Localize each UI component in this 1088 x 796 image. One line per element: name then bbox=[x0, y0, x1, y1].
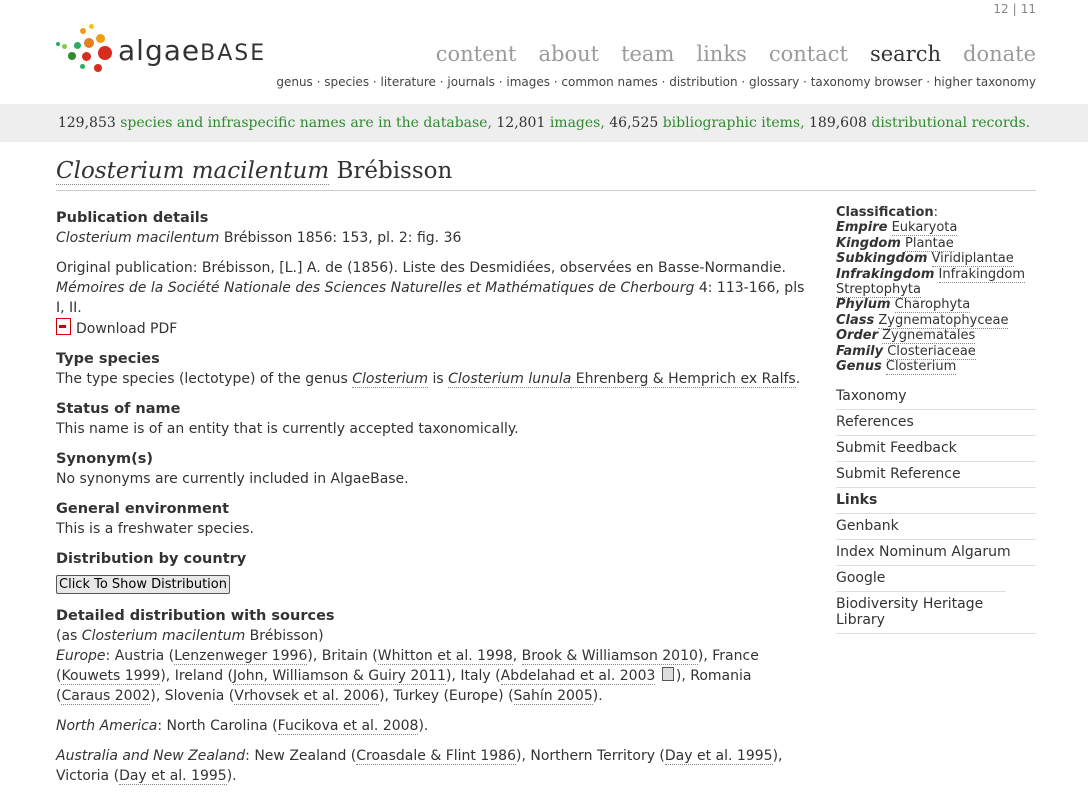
type-species-link[interactable]: Closterium lunula bbox=[448, 371, 572, 387]
europe-t2: ), Britain ( bbox=[307, 648, 378, 664]
detailed-distribution-heading: Detailed distribution with sources bbox=[56, 608, 335, 624]
rank-link-infrakingdom[interactable]: Infrakingdom Streptophyta bbox=[836, 266, 1025, 298]
stat-distrib-label[interactable]: distributional records. bbox=[866, 115, 1031, 131]
sidebar-link-submit-reference[interactable]: Submit Reference bbox=[836, 461, 1036, 487]
europe-t8: ), Ireland ( bbox=[160, 668, 234, 684]
europe-t15: ), Slovenia ( bbox=[150, 688, 235, 704]
nav-content[interactable]: content bbox=[435, 42, 517, 66]
distribution-heading: Distribution by country bbox=[56, 551, 247, 567]
original-publication bbox=[56, 258, 808, 339]
nav-donate[interactable]: donate bbox=[963, 42, 1036, 66]
ref-whitton[interactable]: Whitton et al. 1998 bbox=[377, 648, 513, 664]
version-sep: | bbox=[1012, 2, 1017, 16]
rank-label: Class bbox=[836, 312, 875, 328]
synonyms-section bbox=[56, 449, 808, 489]
synonyms-heading: Synonym(s) bbox=[56, 451, 153, 467]
environment-heading: General environment bbox=[56, 501, 230, 517]
publication-citation bbox=[56, 228, 808, 248]
stat-species-count: 129,853 bbox=[57, 115, 116, 131]
environment-text: This is a freshwater species. bbox=[56, 521, 254, 537]
europe-t19: ). bbox=[592, 688, 603, 704]
download-pdf-label: Download PDF bbox=[76, 321, 178, 337]
type-species-heading: Type species bbox=[56, 351, 160, 367]
rank-link-order[interactable]: Zygnematales bbox=[882, 328, 976, 344]
nav-links[interactable]: links bbox=[696, 42, 747, 66]
ref-caraus[interactable]: Caraus 2002 bbox=[61, 688, 151, 704]
region-australia-nz: Australia and New Zealand bbox=[56, 748, 246, 764]
note-icon[interactable] bbox=[662, 667, 674, 681]
europe-t12 bbox=[655, 668, 659, 684]
algaebase-logo[interactable] bbox=[56, 24, 266, 76]
show-distribution-button[interactable]: Click To Show Distribution bbox=[56, 575, 230, 594]
region-north-america: North America bbox=[56, 718, 158, 734]
classification-row bbox=[836, 328, 1036, 343]
sidebar-link-taxonomy[interactable]: Taxonomy bbox=[836, 388, 907, 405]
synonyms-text: No synonyms are currently included in AlgaeBase. bbox=[56, 471, 409, 487]
ref-john[interactable]: John, Williamson & Guiry 2011 bbox=[233, 668, 446, 684]
type-genus-link[interactable]: Closterium bbox=[352, 371, 429, 387]
type-species-is: is bbox=[428, 371, 449, 387]
rank-label: Subkingdom bbox=[836, 251, 928, 267]
ref-day-2[interactable]: Day et al. 1995 bbox=[119, 768, 227, 784]
title-species-name[interactable]: Closterium macilentum bbox=[56, 158, 330, 184]
rank-label: Genus bbox=[836, 359, 882, 375]
publication-section bbox=[56, 208, 808, 248]
nav-about[interactable]: about bbox=[538, 42, 600, 66]
title-author: Brébisson bbox=[329, 158, 453, 184]
type-species-authors[interactable]: Ehrenberg & Hemprich ex Ralfs bbox=[571, 371, 796, 387]
europe-t17: ), Turkey (Europe) ( bbox=[379, 688, 514, 704]
sidebar-link-submit-feedback[interactable]: Submit Feedback bbox=[836, 435, 1036, 461]
stat-biblio-label[interactable]: bibliographic items, bbox=[658, 115, 809, 131]
rank-link-subkingdom[interactable]: Viridiplantae bbox=[931, 251, 1014, 267]
rank-label: Phylum bbox=[836, 297, 891, 313]
classification-row bbox=[836, 220, 1036, 235]
rank-link-class[interactable]: Zygnematophyceae bbox=[878, 312, 1009, 328]
external-link-google[interactable]: Google bbox=[836, 565, 1036, 591]
sidebar-link-references[interactable]: References bbox=[836, 409, 1036, 435]
europe-distribution bbox=[56, 646, 808, 706]
page-title bbox=[56, 158, 1036, 191]
anz-t1: : New Zealand ( bbox=[245, 748, 357, 764]
north-america-distribution bbox=[56, 716, 808, 736]
sub-nav[interactable]: genus · species · literature · journals · images · common names · distribution · glossary · taxonomy browser · higher taxonomy bbox=[276, 75, 1036, 89]
ref-fucikova[interactable]: Fucikova et al. 2008 bbox=[277, 718, 419, 734]
classification-row bbox=[836, 236, 1036, 251]
rank-link-genus[interactable]: Closterium bbox=[885, 359, 957, 375]
ref-abdelahad[interactable]: Abdelahad et al. 2003 bbox=[500, 668, 656, 684]
environment-section bbox=[56, 499, 808, 539]
classification-colon: : bbox=[933, 205, 939, 220]
stat-species-label[interactable]: species and infraspecific names are in the database, bbox=[115, 115, 497, 131]
ref-sahin[interactable]: Sahín 2005 bbox=[513, 688, 593, 704]
classification-row bbox=[836, 251, 1036, 266]
type-species-text: The type species (lectotype) of the genus bbox=[56, 371, 353, 387]
anz-t2: ), Northern Territory ( bbox=[515, 748, 665, 764]
logo-dots-icon bbox=[56, 24, 116, 76]
classification-title: Classification bbox=[836, 205, 934, 220]
rank-link-family[interactable]: Closteriaceae bbox=[887, 343, 976, 359]
nav-search[interactable]: search bbox=[869, 42, 941, 66]
classification-box bbox=[836, 205, 1036, 374]
external-link-bhl[interactable]: Biodiversity Heritage Library bbox=[836, 591, 1006, 633]
distribution-section bbox=[56, 549, 808, 594]
version-right[interactable]: 11 bbox=[1020, 2, 1036, 16]
sidebar bbox=[836, 205, 1036, 635]
europe-t0: : Austria ( bbox=[105, 648, 175, 664]
region-europe: Europe bbox=[56, 648, 106, 664]
journal-pages: 4: 113-166, pls I, II. bbox=[56, 280, 805, 316]
ref-vrhovsek[interactable]: Vrhovsek et al. 2006 bbox=[234, 688, 380, 704]
stats-bar bbox=[0, 104, 1088, 142]
nav-contact[interactable]: contact bbox=[768, 42, 848, 66]
rank-label: Empire bbox=[836, 220, 888, 236]
rank-label: Family bbox=[836, 343, 884, 359]
classification-row bbox=[836, 297, 1036, 312]
rank-label: Kingdom bbox=[836, 235, 901, 251]
rank-label: Order bbox=[836, 328, 878, 344]
ref-kouwets[interactable]: Kouwets 1999 bbox=[61, 668, 161, 684]
anz-t3: ), Victoria ( bbox=[56, 748, 783, 784]
publication-species-name: Closterium macilentum bbox=[56, 230, 220, 246]
ref-lenzenweger[interactable]: Lenzenweger 1996 bbox=[174, 648, 308, 664]
ref-day-1[interactable]: Day et al. 1995 bbox=[664, 748, 773, 764]
classification-row bbox=[836, 267, 1036, 298]
links-heading: Links bbox=[836, 487, 1036, 513]
original-publication-text: Original publication: Brébisson, [L.] A. de (1856). Liste des Desmidiées, observées en Basse-Normandie. bbox=[56, 260, 786, 276]
stat-distrib-count: 189,608 bbox=[809, 115, 867, 131]
na-t1: : North Carolina ( bbox=[157, 718, 278, 734]
logo-text-base: BASE bbox=[200, 40, 267, 66]
journal-name: Mémoires de la Société Nationale des Sciences Naturelles et Mathématiques de Cherbourg bbox=[56, 280, 695, 296]
external-link-index-nominum[interactable]: Index Nominum Algarum bbox=[836, 539, 1036, 565]
external-link-genbank[interactable]: Genbank bbox=[836, 513, 1036, 539]
as-open: (as bbox=[56, 628, 82, 644]
type-species-section bbox=[56, 349, 808, 389]
type-species-period: . bbox=[795, 371, 801, 387]
status-section bbox=[56, 399, 808, 439]
classification-row bbox=[836, 313, 1036, 328]
stat-biblio-count: 46,525 bbox=[609, 115, 659, 131]
europe-t4: , bbox=[512, 648, 522, 664]
rank-label: Infrakingdom bbox=[836, 266, 935, 282]
as-species-name: Closterium macilentum bbox=[81, 628, 246, 644]
status-heading: Status of name bbox=[56, 401, 181, 417]
classification-row bbox=[836, 359, 1036, 374]
sidebar-divider bbox=[836, 633, 1036, 635]
as-close: Brébisson) bbox=[245, 628, 324, 644]
pdf-icon bbox=[56, 318, 71, 335]
rank-link-phylum[interactable]: Charophyta bbox=[894, 297, 971, 313]
status-text: This name is of an entity that is currently accepted taxonomically. bbox=[56, 421, 519, 437]
classification-row bbox=[836, 344, 1036, 359]
europe-t6: ), France ( bbox=[56, 648, 759, 684]
site-header bbox=[0, 0, 1088, 104]
logo-text-algae: algae bbox=[118, 33, 201, 67]
detailed-distribution bbox=[56, 606, 808, 706]
ref-brook[interactable]: Brook & Williamson 2010 bbox=[521, 648, 698, 664]
main-nav bbox=[436, 42, 1036, 66]
logo-text bbox=[118, 34, 266, 67]
download-pdf-link[interactable] bbox=[56, 318, 808, 339]
as-name-line bbox=[56, 626, 808, 646]
nav-team[interactable]: team bbox=[621, 42, 675, 66]
publication-heading: Publication details bbox=[56, 210, 209, 226]
anz-distribution bbox=[56, 746, 808, 786]
europe-t10: ), Italy ( bbox=[445, 668, 501, 684]
europe-t13: ), Romania ( bbox=[56, 668, 752, 704]
rank-link-kingdom[interactable]: Plantae bbox=[905, 235, 954, 251]
stat-images-label[interactable]: images, bbox=[545, 115, 610, 131]
rank-link-empire[interactable]: Eukaryota bbox=[891, 220, 958, 236]
species-details bbox=[56, 208, 808, 796]
publication-details-text: Brébisson 1856: 153, pl. 2: fig. 36 bbox=[219, 230, 462, 246]
ref-croasdale[interactable]: Croasdale & Flint 1986 bbox=[356, 748, 516, 764]
na-t2: ). bbox=[418, 718, 429, 734]
version-left[interactable]: 12 bbox=[993, 2, 1009, 16]
anz-t4: ). bbox=[226, 768, 237, 784]
stat-images-count: 12,801 bbox=[496, 115, 546, 131]
